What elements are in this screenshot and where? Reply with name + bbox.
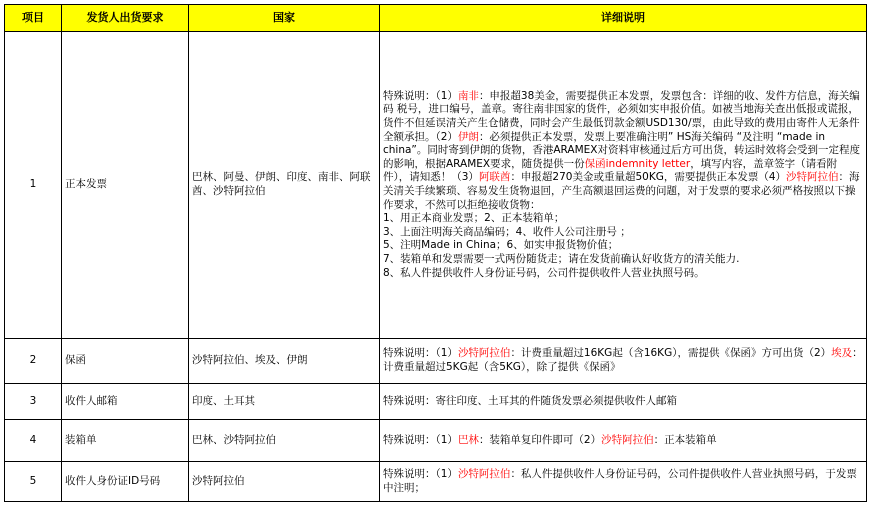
list-item: 3、上面注明海关商品编码；4、收件人公司注册号 ； <box>383 225 631 238</box>
table-row <box>5 339 867 384</box>
header-shipper-requirement: 发货人出货要求 <box>62 5 189 32</box>
table-row <box>5 32 867 339</box>
requirement-cell: 收件人邮箱 <box>62 384 189 420</box>
table-row <box>5 420 867 462</box>
header-row <box>5 5 867 32</box>
country-highlight: 阿联酋 <box>478 171 511 184</box>
country-highlight: 南非 <box>457 89 479 102</box>
row-number: 1 <box>5 32 62 339</box>
details-cell: 特殊说明：（1）沙特阿拉伯：计费重量超过16KG起（含16KG），需提供《保函》方可出货（2）埃及：计费重量超过5KG起（含5KG），除了提供《保函》 <box>380 339 867 384</box>
row-number: 4 <box>5 420 62 462</box>
header-item: 项目 <box>5 5 62 32</box>
requirement-cell: 保函 <box>62 339 189 384</box>
country-highlight: 巴林 <box>457 433 479 446</box>
list-item: 5、注明Made in China；6、如实申报货物价值； <box>383 239 619 252</box>
requirement-cell: 正本发票 <box>62 32 189 339</box>
row-number: 2 <box>5 339 62 384</box>
countries-cell: 巴林、阿曼、伊朗、印度、南非、阿联酋、沙特阿拉伯 <box>189 32 380 339</box>
country-highlight: 沙特阿拉伯 <box>786 171 839 184</box>
country-highlight: 伊朗 <box>457 130 479 143</box>
row-number: 5 <box>5 462 62 502</box>
table-row <box>5 462 867 502</box>
details-cell: 特殊说明：寄往印度、土耳其的件随货发票必须提供收件人邮箱 <box>380 384 867 420</box>
list-item: 1、用正本商业发票；2、正本装箱单； <box>383 212 565 225</box>
details-cell: 特殊说明：（1）巴林：装箱单复印件即可（2）沙特阿拉伯：正本装箱单 <box>380 420 867 462</box>
header-country: 国家 <box>189 5 380 32</box>
row-number: 3 <box>5 384 62 420</box>
country-highlight: 沙特阿拉伯 <box>601 433 654 446</box>
country-highlight: 沙特阿拉伯 <box>457 467 511 480</box>
header-details: 详细说明 <box>380 5 867 32</box>
country-highlight: 沙特阿拉伯 <box>457 347 511 360</box>
requirement-cell: 装箱单 <box>62 420 189 462</box>
list-item: 7、装箱单和发票需要一式两份随货走；请在发货前确认好收货方的清关能力. <box>383 252 740 265</box>
details-cell: 特殊说明：（1）南非：申报超38美金，需要提供正本发票，发票包含：详细的收、发件方信息，海关编码 税号，进口编号，盖章。寄往南非国家的货件，必须如实申报价值。如被当地海关查出低报或谎报，货件不但延误清关产生仓储费，同时会产生最低罚款金额USD130/票，由此导致的费用由寄件人无条件全额承担。（2）伊朗：必须提供正本发票，发票上要准确注明” HS海关编码 “及注明 “made in china”。同时寄到伊朗的货物，香港ARAMEX对资料审核通过后方可出货，转运时效将会受到一定程度的影响，根据ARAMEX要求，随货提供一份保函indemnity letter，填写内容，盖章签字（请看附件），请知悉！（3）阿联酋：申报超270美金或重量超50KG，需要提供正本发票（4）沙特阿拉伯：海关清关手续繁琐、容易发生货物退回，产生高额退回运费的问题，对于发票的要求必须严格按照以下操作要求，不然可以拒绝接收货物： 1、用正本商业发票；2、正本装箱单； 3、上面注明海关商品编码；4、收件人公司注册号 ； 5、注明Made in China；6、如实申报货物价值； 7、装箱单和发票需要一式两份随货走；请在发货前确认好收货方的清关能力. 8、私人件提供收件人身份证号码，公司件提供收件人营业执照号码。 <box>380 32 867 339</box>
indemnity-letter-highlight: 保函indemnity letter <box>584 157 691 170</box>
table-row <box>5 384 867 420</box>
requirements-table <box>4 4 867 502</box>
countries-cell: 沙特阿拉伯、埃及、伊朗 <box>189 339 380 384</box>
countries-cell: 印度、土耳其 <box>189 384 380 420</box>
countries-cell: 巴林、沙特阿拉伯 <box>189 420 380 462</box>
countries-cell: 沙特阿拉伯 <box>189 462 380 502</box>
details-cell: 特殊说明：（1）沙特阿拉伯：私人件提供收件人身份证号码，公司件提供收件人营业执照号码，于发票中注明； <box>380 462 867 502</box>
list-item: 8、私人件提供收件人身份证号码，公司件提供收件人营业执照号码。 <box>383 266 705 279</box>
requirement-cell: 收件人身份证ID号码 <box>62 462 189 502</box>
country-highlight: 埃及 <box>831 347 853 360</box>
